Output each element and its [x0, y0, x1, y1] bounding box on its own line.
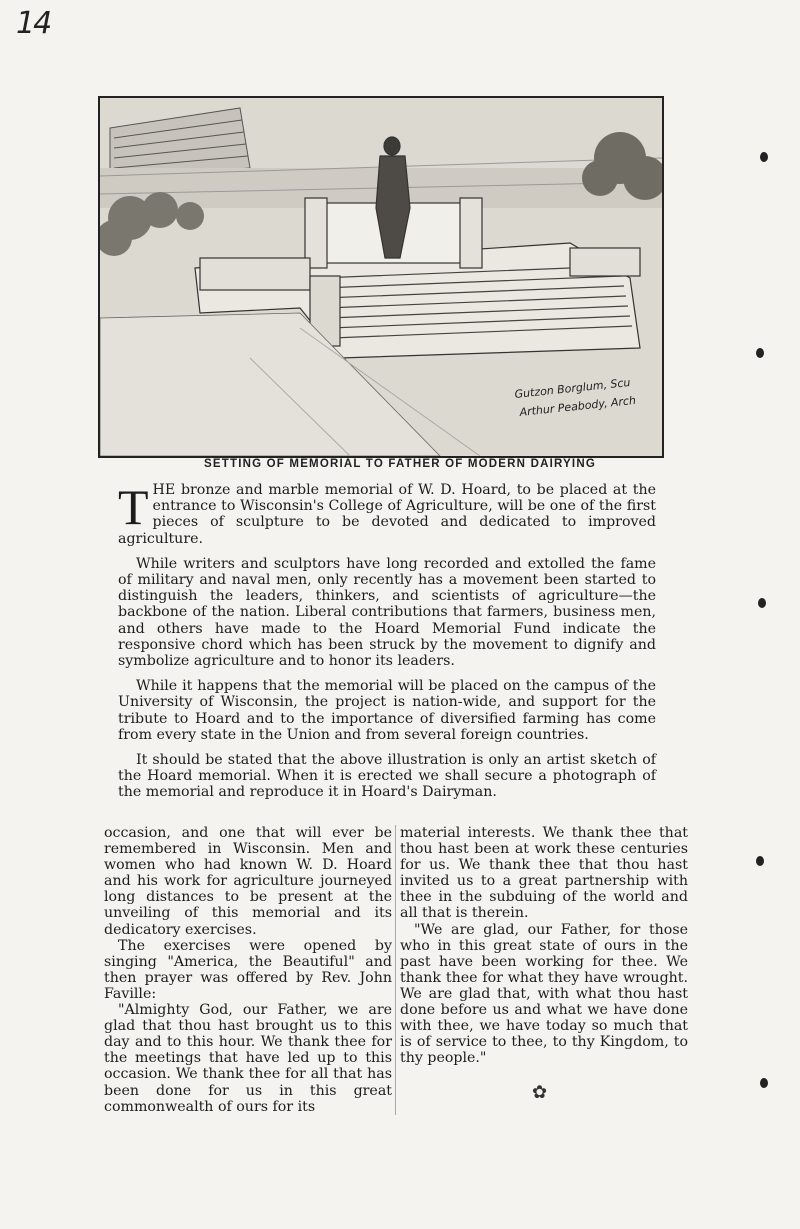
memorial-illustration: [98, 96, 664, 458]
page-number: 14: [16, 6, 51, 41]
column-paragraph: material interests. We thank thee that thou hast been at work these centuries for us. We thank thee that thou hast invited us to a great partnership with thee in the subduing of the world and all that is therein.: [400, 825, 688, 922]
article-paragraph: While writers and sculptors have long recorded and extolled the fame of military and naval men, only recently has a movement been started to distinguish the leaders, thinkers, and scientists of agriculture—the backbone of the nation. Liberal contributions that farmers, business men, and others have made to the Hoard Memorial Fund indicate the responsive chord which has been struck by the movement to dignify and symbolize agriculture and to honor its leaders.: [118, 555, 656, 670]
artist-signature: Gutzon Borglum, Scu: [513, 375, 631, 401]
drop-cap: T: [118, 479, 149, 535]
left-column: [104, 825, 392, 1115]
column-divider: [395, 825, 396, 1115]
figure-caption: SETTING OF MEMORIAL TO FATHER OF MODERN DAIRYING: [204, 458, 596, 470]
binding-mark: [756, 856, 764, 866]
paragraph-text: HE bronze and marble memorial of W. D. Hoard, to be placed at the entrance to Wisconsin's College of Agriculture, will be one of the first pieces of sculpture to be devoted and dedicated to improved agriculture.: [118, 482, 656, 547]
column-paragraph: "We are glad, our Father, for those who in this great state of ours in the past have been working for thee. We thank thee for what they have wrought. We are glad that, with what thou hast done before us and what we have done with thee, we have today so much that is of service to thee, to thy Kingdom, to thy people.": [400, 921, 688, 1067]
article-intro: [118, 479, 656, 810]
binding-mark: [760, 152, 768, 162]
article-paragraph: [118, 479, 656, 547]
binding-mark: [756, 348, 764, 358]
binding-mark: [760, 1078, 768, 1088]
column-paragraph: occasion, and one that will ever be remembered in Wisconsin. Men and women who had known W. D. Hoard and his work for agriculture journeyed long distances to be present at the unveiling of this memorial and its dedicatory exercises.: [104, 825, 392, 938]
right-column: [400, 825, 688, 1066]
column-paragraph: "Almighty God, our Father, we are glad that thou hast brought us to this day and to this hour. We thank thee for the meetings that have led up to this occasion. We thank thee for all that has been done for us in this great commonwealth of ours for its: [104, 1002, 392, 1115]
column-paragraph: The exercises were opened by singing "America, the Beautiful" and then prayer was offered by Rev. John Faville:: [104, 937, 392, 1002]
architect-signature: Arthur Peabody, Arch: [518, 393, 637, 419]
two-column-text: [104, 825, 688, 1115]
article-paragraph: While it happens that the memorial will be placed on the campus of the University of Wisconsin, the project is nation-wide, and support for the tribute to Hoard and to the importance of diversified farming has come from every state in the Union and from several foreign countries.: [118, 678, 656, 743]
article-paragraph: It should be stated that the above illustration is only an artist sketch of the Hoard memorial. When it is erected we shall secure a photograph of the memorial and reproduce it in Hoard's Dairyman.: [118, 752, 656, 801]
ornament-icon: ✿: [532, 1082, 548, 1103]
binding-mark: [758, 598, 766, 608]
